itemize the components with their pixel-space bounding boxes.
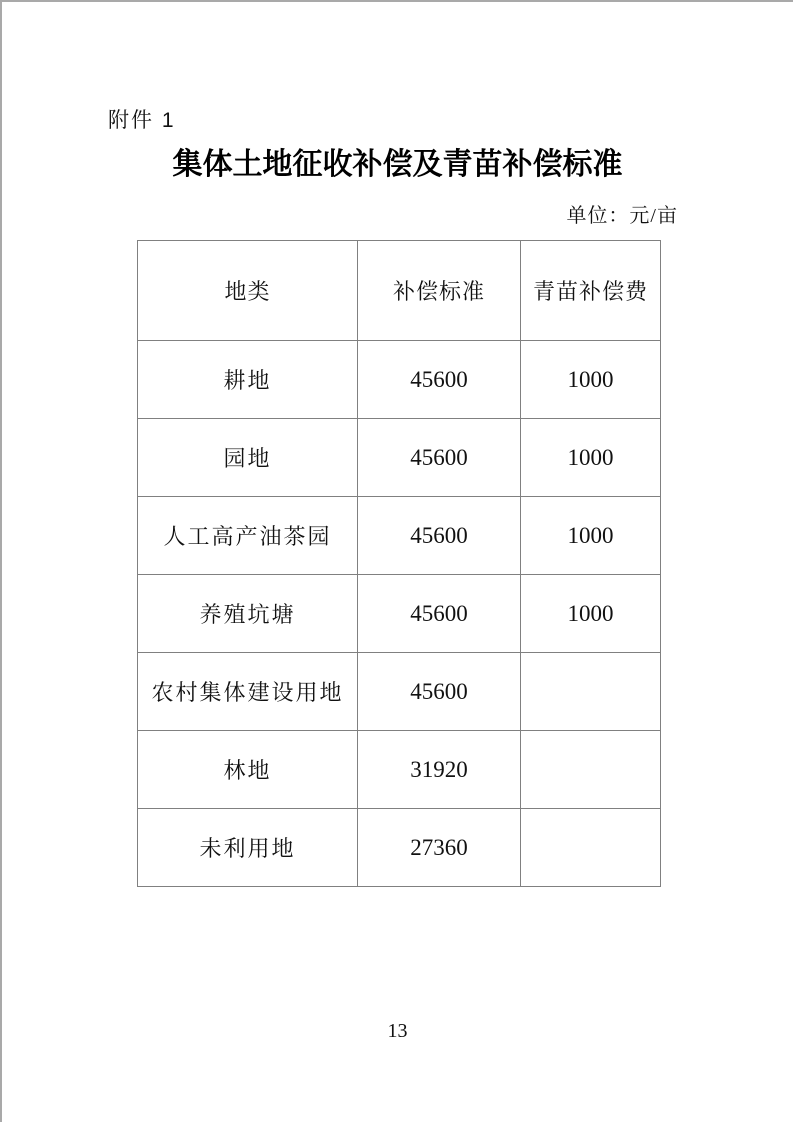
cell-compensation: 45600: [358, 575, 521, 653]
cell-crop-fee: 1000: [521, 575, 661, 653]
cell-crop-fee: 1000: [521, 497, 661, 575]
attachment-label: 附件 1: [108, 109, 176, 132]
cell-crop-fee: [521, 653, 661, 731]
header-land-type: 地类: [138, 241, 358, 341]
compensation-table: [137, 240, 661, 887]
cell-land-type: 耕地: [138, 341, 358, 419]
cell-compensation: 45600: [358, 341, 521, 419]
page-number: 13: [387, 1020, 408, 1042]
table-row: [138, 653, 661, 731]
cell-land-type: 未利用地: [138, 809, 358, 887]
header-crop-compensation-fee: 青苗补偿费: [521, 241, 661, 341]
table-row: [138, 341, 661, 419]
cell-compensation: 31920: [358, 731, 521, 809]
cell-land-type: 养殖坑塘: [138, 575, 358, 653]
table-row: [138, 809, 661, 887]
cell-compensation: 27360: [358, 809, 521, 887]
table-row: [138, 731, 661, 809]
cell-compensation: 45600: [358, 653, 521, 731]
cell-land-type: 园地: [138, 419, 358, 497]
cell-land-type: 农村集体建设用地: [138, 653, 358, 731]
cell-land-type: 林地: [138, 731, 358, 809]
header-compensation-standard: 补偿标准: [358, 241, 521, 341]
table-row: [138, 419, 661, 497]
cell-crop-fee: [521, 809, 661, 887]
cell-land-type: 人工高产油茶园: [138, 497, 358, 575]
cell-crop-fee: 1000: [521, 341, 661, 419]
cell-crop-fee: [521, 731, 661, 809]
page-title: 集体土地征收补偿及青苗补偿标准: [172, 148, 623, 181]
table-row: [138, 497, 661, 575]
table-row: [138, 575, 661, 653]
table-header-row: [138, 241, 661, 341]
cell-crop-fee: 1000: [521, 419, 661, 497]
unit-note: 单位：元/亩: [566, 205, 678, 227]
cell-compensation: 45600: [358, 497, 521, 575]
cell-compensation: 45600: [358, 419, 521, 497]
